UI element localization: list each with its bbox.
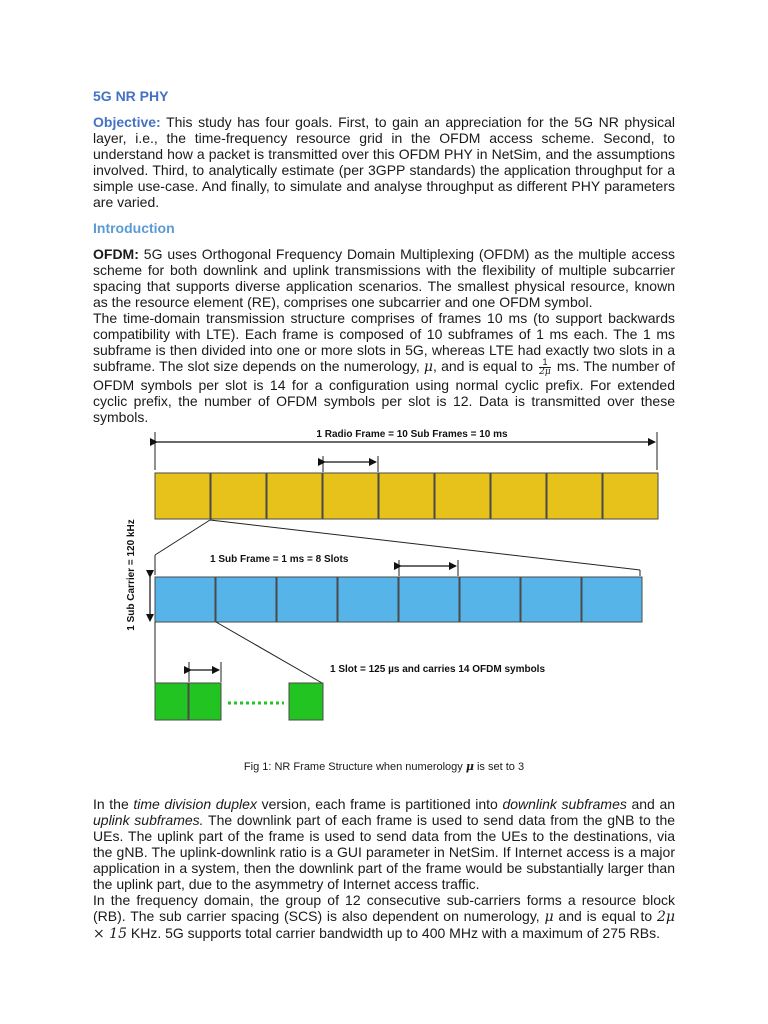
fraction-numerator: 1 [539, 358, 551, 368]
subframe-block [211, 473, 266, 519]
caption-text-2: is set to 3 [476, 761, 525, 773]
objective-text: This study has four goals. First, to gain an appreciation for the 5G NR physical layer, i.e., the time-frequency resource grid in the OFDM access scheme. Second, to understand how a packet is transmitted over this OFDM PHY in NetSim, and the assumptions involved. Third, to analytically estimate (per 3GPP standards) the application throughput for a simple use-case. And finally, to simulate and analyse throughput as different PHY parameters are varied. [93, 114, 676, 210]
time-domain-text-1: The time-domain transmission structure comprises of frames 10 ms (to support backwards compatibility with LTE). Each frame is composed of 10 subframes of 1 ms each. The 1 ms subframe is then divided into one or more slots in 5G, whereas LTE had exactly two slots in a subframe. The slot size depends on the numerology, [93, 310, 675, 375]
fraction-denominator: 2μ [539, 367, 551, 377]
subframe-block [547, 473, 602, 519]
ofdm-symbol-block [289, 683, 323, 720]
mu-symbol: μ [423, 359, 434, 376]
radio-frame-row [155, 473, 658, 519]
tdd-text-2: version, each frame is partitioned into [261, 796, 498, 812]
slot-block [216, 577, 276, 622]
subframe-row [155, 577, 642, 622]
subframe-block [267, 473, 322, 519]
slot-expand-right [216, 622, 322, 683]
tdd-italic-3: uplink subframes. [93, 812, 204, 828]
subframe-block [491, 473, 546, 519]
introduction-heading: Introduction [93, 220, 175, 236]
expand-line-left [155, 520, 210, 555]
slot-block [155, 577, 215, 622]
subframe-block [323, 473, 378, 519]
slot-label: 1 Slot = 125 µs and carries 14 OFDM symbols [330, 664, 546, 675]
freq-text-3: KHz. 5G supports total carrier bandwidth up to 400 MHz with a maximum of 275 RBs. [130, 925, 661, 941]
slot-block [277, 577, 337, 622]
slot-block [399, 577, 459, 622]
subframe-block [155, 473, 210, 519]
slot-block [338, 577, 398, 622]
scs-formula: 2μ × 15 [93, 909, 676, 942]
slot-block [582, 577, 642, 622]
caption-mu: μ [465, 760, 474, 773]
subframe-block [603, 473, 658, 519]
tdd-text-4: The downlink part of each frame is used to send data from the gNB to the UEs. The uplink part of the frame is used to send data from the UEs to the destinations, via the gNB. The uplink-downlink ratio is a GUI parameter in NetSim. If Internet access is a major application in a system, then the downlink part of the frame would be substantially larger than the uplink part, due to the asymmetry of Internet access traffic. [93, 812, 676, 892]
ofdm-text: 5G uses Orthogonal Frequency Domain Multiplexing (OFDM) as the multiple access scheme for both downlink and uplink transmissions with the flexibility of multiple subcarrier spacing that supports diverse application scenarios. The smallest physical resource, known as the resource element (RE), comprises one subcarrier and one OFDM symbol. [93, 246, 676, 310]
tdd-italic-1: time division duplex [133, 796, 257, 812]
objective-label: Objective: [93, 114, 161, 130]
freq-text-1: In the frequency domain, the group of 12 consecutive sub-carriers forms a resource block (RB). The sub carrier spacing (SCS) is also dependent on numerology, [93, 892, 675, 924]
subframe-block [435, 473, 490, 519]
figure-caption [0, 760, 768, 773]
page-body-lower [93, 796, 675, 942]
sub-frame-label: 1 Sub Frame = 1 ms = 8 Slots [210, 554, 349, 565]
slot-row [155, 683, 323, 720]
subframe-block [379, 473, 434, 519]
caption-text-1: Fig 1: NR Frame Structure when numerology [243, 761, 463, 773]
tdd-text-3: and an [631, 796, 676, 812]
tdd-paragraph [93, 796, 675, 892]
sub-carrier-label: 1 Sub Carrier = 120 kHz [126, 519, 137, 631]
radio-frame-label: 1 Radio Frame = 10 Sub Frames = 10 ms [316, 429, 508, 440]
time-domain-text-2: , and is equal to [433, 358, 533, 375]
freq-mu: μ [544, 909, 554, 925]
frequency-paragraph [93, 892, 675, 942]
time-domain-text-3: ms. The number of OFDM symbols per slot is 14 for a configuration using normal cyclic prefix. For extended cyclic prefix, the number of OFDM symbols per slot is 12. Data is transmitted over these symbols. [93, 358, 675, 425]
page-title: 5G NR PHY [93, 88, 169, 104]
tdd-text-1: In the [93, 796, 129, 812]
freq-text-2: and is equal to [558, 908, 653, 924]
slot-block [460, 577, 520, 622]
tdd-italic-2: downlink subframes [502, 796, 627, 812]
ofdm-label: OFDM: [93, 246, 139, 262]
ofdm-symbol-block [189, 683, 221, 720]
slot-block [521, 577, 581, 622]
ofdm-symbol-block [155, 683, 188, 720]
